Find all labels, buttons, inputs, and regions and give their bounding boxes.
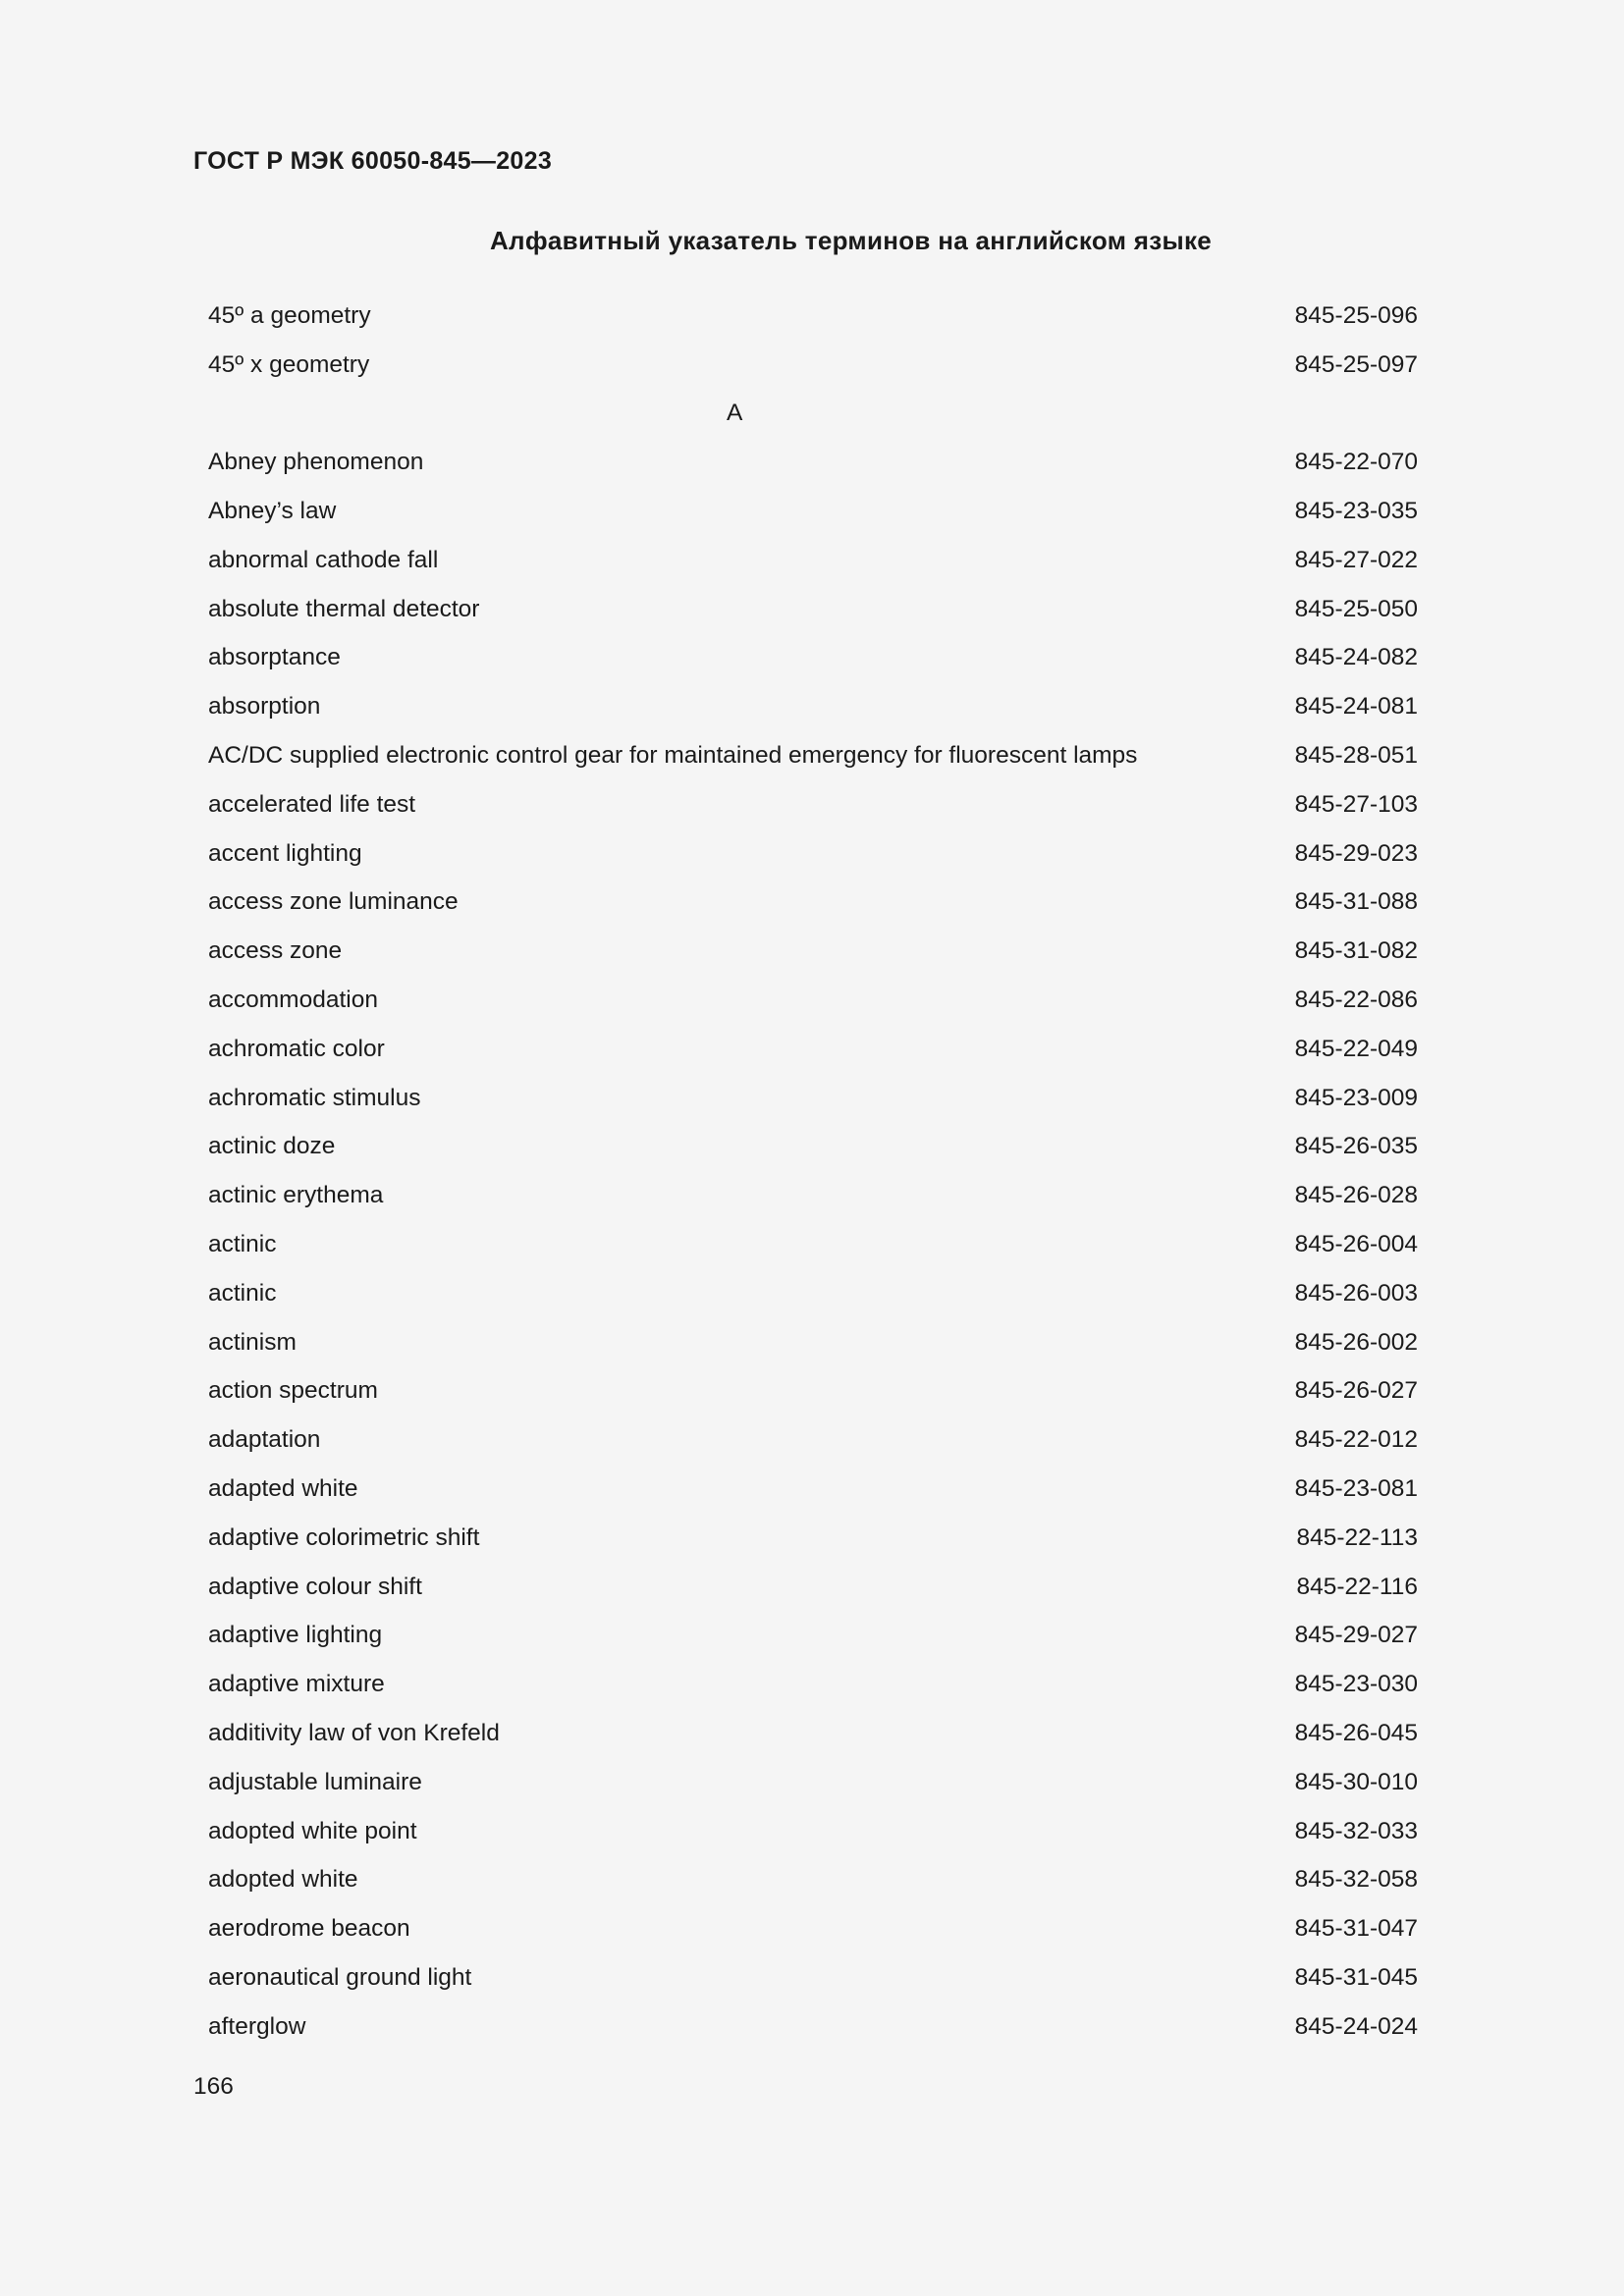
index-code: 845-22-070	[1294, 449, 1418, 476]
index-entry	[208, 1514, 1418, 1563]
index-entry	[208, 1465, 1418, 1514]
index-code: 845-23-081	[1294, 1475, 1418, 1503]
index-code: 845-23-030	[1294, 1671, 1418, 1698]
index-entry	[208, 1953, 1418, 2002]
index-entry	[208, 1123, 1418, 1172]
index-entry	[208, 1904, 1418, 1953]
index-term: Abney phenomenon	[208, 449, 424, 476]
index-term: actinic	[208, 1279, 277, 1307]
index-term: adaptive colorimetric shift	[208, 1523, 480, 1551]
index-term: adapted white	[208, 1475, 358, 1503]
index-code: 845-32-058	[1294, 1866, 1418, 1894]
index-term: adopted white point	[208, 1817, 417, 1844]
section-letter: A	[727, 400, 743, 427]
index-entry	[208, 780, 1418, 829]
index-code: 845-22-049	[1294, 1035, 1418, 1062]
index-code: 845-25-097	[1294, 350, 1418, 378]
index-entry	[208, 1563, 1418, 1612]
index-code: 845-22-116	[1296, 1573, 1418, 1600]
index-entry	[208, 976, 1418, 1025]
index-code: 845-24-024	[1294, 2012, 1418, 2040]
index-term: actinism	[208, 1328, 297, 1356]
index-entry	[208, 1269, 1418, 1318]
index-entry	[208, 731, 1418, 780]
index-term: abnormal cathode fall	[208, 546, 439, 573]
index-term: AC/DC supplied electronic control gear for maintained emergency for fluorescent lamps	[208, 742, 1138, 770]
index-code: 845-23-009	[1294, 1084, 1418, 1111]
index-term: adaptive lighting	[208, 1622, 383, 1649]
index-term: accent lighting	[208, 839, 362, 867]
index-code: 845-26-035	[1294, 1133, 1418, 1160]
index-term: adopted white	[208, 1866, 358, 1894]
index-entry	[208, 1856, 1418, 1905]
index-entry	[208, 1074, 1418, 1123]
index-term: accommodation	[208, 987, 378, 1014]
index-term: adaptive mixture	[208, 1671, 385, 1698]
index-title: Алфавитный указатель терминов на английском языке	[489, 226, 1213, 255]
index-entry	[208, 1220, 1418, 1269]
index-term: absorptance	[208, 644, 341, 671]
index-term: Abney’s law	[208, 498, 337, 525]
index-term: adaptive colour shift	[208, 1573, 422, 1600]
index-code: 845-22-086	[1294, 987, 1418, 1014]
index-code: 845-30-010	[1294, 1768, 1418, 1795]
index-code: 845-28-051	[1294, 742, 1418, 770]
index-code: 845-29-027	[1294, 1622, 1418, 1649]
index-entry	[208, 292, 1418, 341]
index-term: 45º a geometry	[208, 301, 371, 329]
index-code: 845-31-082	[1294, 937, 1418, 965]
index-entry	[208, 634, 1418, 683]
index-entry	[208, 879, 1418, 928]
index-code: 845-31-088	[1294, 888, 1418, 916]
index-code: 845-24-081	[1294, 693, 1418, 721]
index-code: 845-26-004	[1294, 1231, 1418, 1258]
index-term: 45º x geometry	[208, 350, 370, 378]
index-entry	[208, 1415, 1418, 1465]
index-code: 845-25-096	[1294, 301, 1418, 329]
index-code: 845-22-113	[1296, 1523, 1418, 1551]
index-code: 845-27-103	[1294, 790, 1418, 818]
index-entry	[208, 682, 1418, 731]
index-term: afterglow	[208, 2012, 306, 2040]
index-code: 845-26-002	[1294, 1328, 1418, 1356]
index-entry	[208, 927, 1418, 976]
index-entry	[208, 1171, 1418, 1220]
page-number: 166	[193, 2073, 234, 2100]
index-entry	[208, 1709, 1418, 1758]
index-code: 845-26-045	[1294, 1720, 1418, 1746]
index-code: 845-22-012	[1294, 1426, 1418, 1454]
section-letter-row	[208, 390, 1418, 439]
index-code: 845-31-047	[1294, 1915, 1418, 1943]
index-code: 845-26-027	[1294, 1377, 1418, 1405]
index-code: 845-24-082	[1294, 644, 1418, 671]
index-term: actinic doze	[208, 1133, 336, 1160]
index-entry	[208, 487, 1418, 536]
index-entry	[208, 1807, 1418, 1856]
index-list	[208, 292, 1418, 2052]
index-term: action spectrum	[208, 1377, 378, 1405]
index-entry	[208, 1660, 1418, 1709]
index-entry	[208, 585, 1418, 634]
index-code: 845-32-033	[1294, 1817, 1418, 1844]
index-entry	[208, 341, 1418, 390]
index-term: accelerated life test	[208, 790, 416, 818]
index-term: adjustable luminaire	[208, 1768, 422, 1795]
index-entry	[208, 1758, 1418, 1807]
index-term: aeronautical ground light	[208, 1963, 472, 1991]
index-entry	[208, 1025, 1418, 1074]
index-term: achromatic stimulus	[208, 1084, 421, 1111]
index-term: absorption	[208, 693, 321, 721]
index-entry	[208, 1612, 1418, 1661]
index-term: adaptation	[208, 1426, 321, 1454]
index-code: 845-25-050	[1294, 595, 1418, 622]
index-term: aerodrome beacon	[208, 1915, 410, 1943]
index-entry	[208, 1367, 1418, 1416]
index-entry	[208, 536, 1418, 585]
index-code: 845-29-023	[1294, 839, 1418, 867]
index-term: access zone luminance	[208, 888, 459, 916]
index-term: access zone	[208, 937, 343, 965]
document-header: ГОСТ Р МЭК 60050-845—2023	[193, 147, 553, 175]
index-entry	[208, 438, 1418, 487]
index-entry	[208, 1318, 1418, 1367]
index-entry	[208, 829, 1418, 879]
index-term: additivity law of von Krefeld	[208, 1720, 500, 1746]
index-term: absolute thermal detector	[208, 595, 480, 622]
index-term: actinic	[208, 1231, 277, 1258]
index-code: 845-26-003	[1294, 1279, 1418, 1307]
index-code: 845-27-022	[1294, 546, 1418, 573]
index-entry	[208, 2002, 1418, 2052]
index-term: achromatic color	[208, 1035, 385, 1062]
index-code: 845-31-045	[1294, 1963, 1418, 1991]
index-term: actinic erythema	[208, 1182, 384, 1209]
index-code: 845-23-035	[1294, 498, 1418, 525]
index-code: 845-26-028	[1294, 1182, 1418, 1209]
